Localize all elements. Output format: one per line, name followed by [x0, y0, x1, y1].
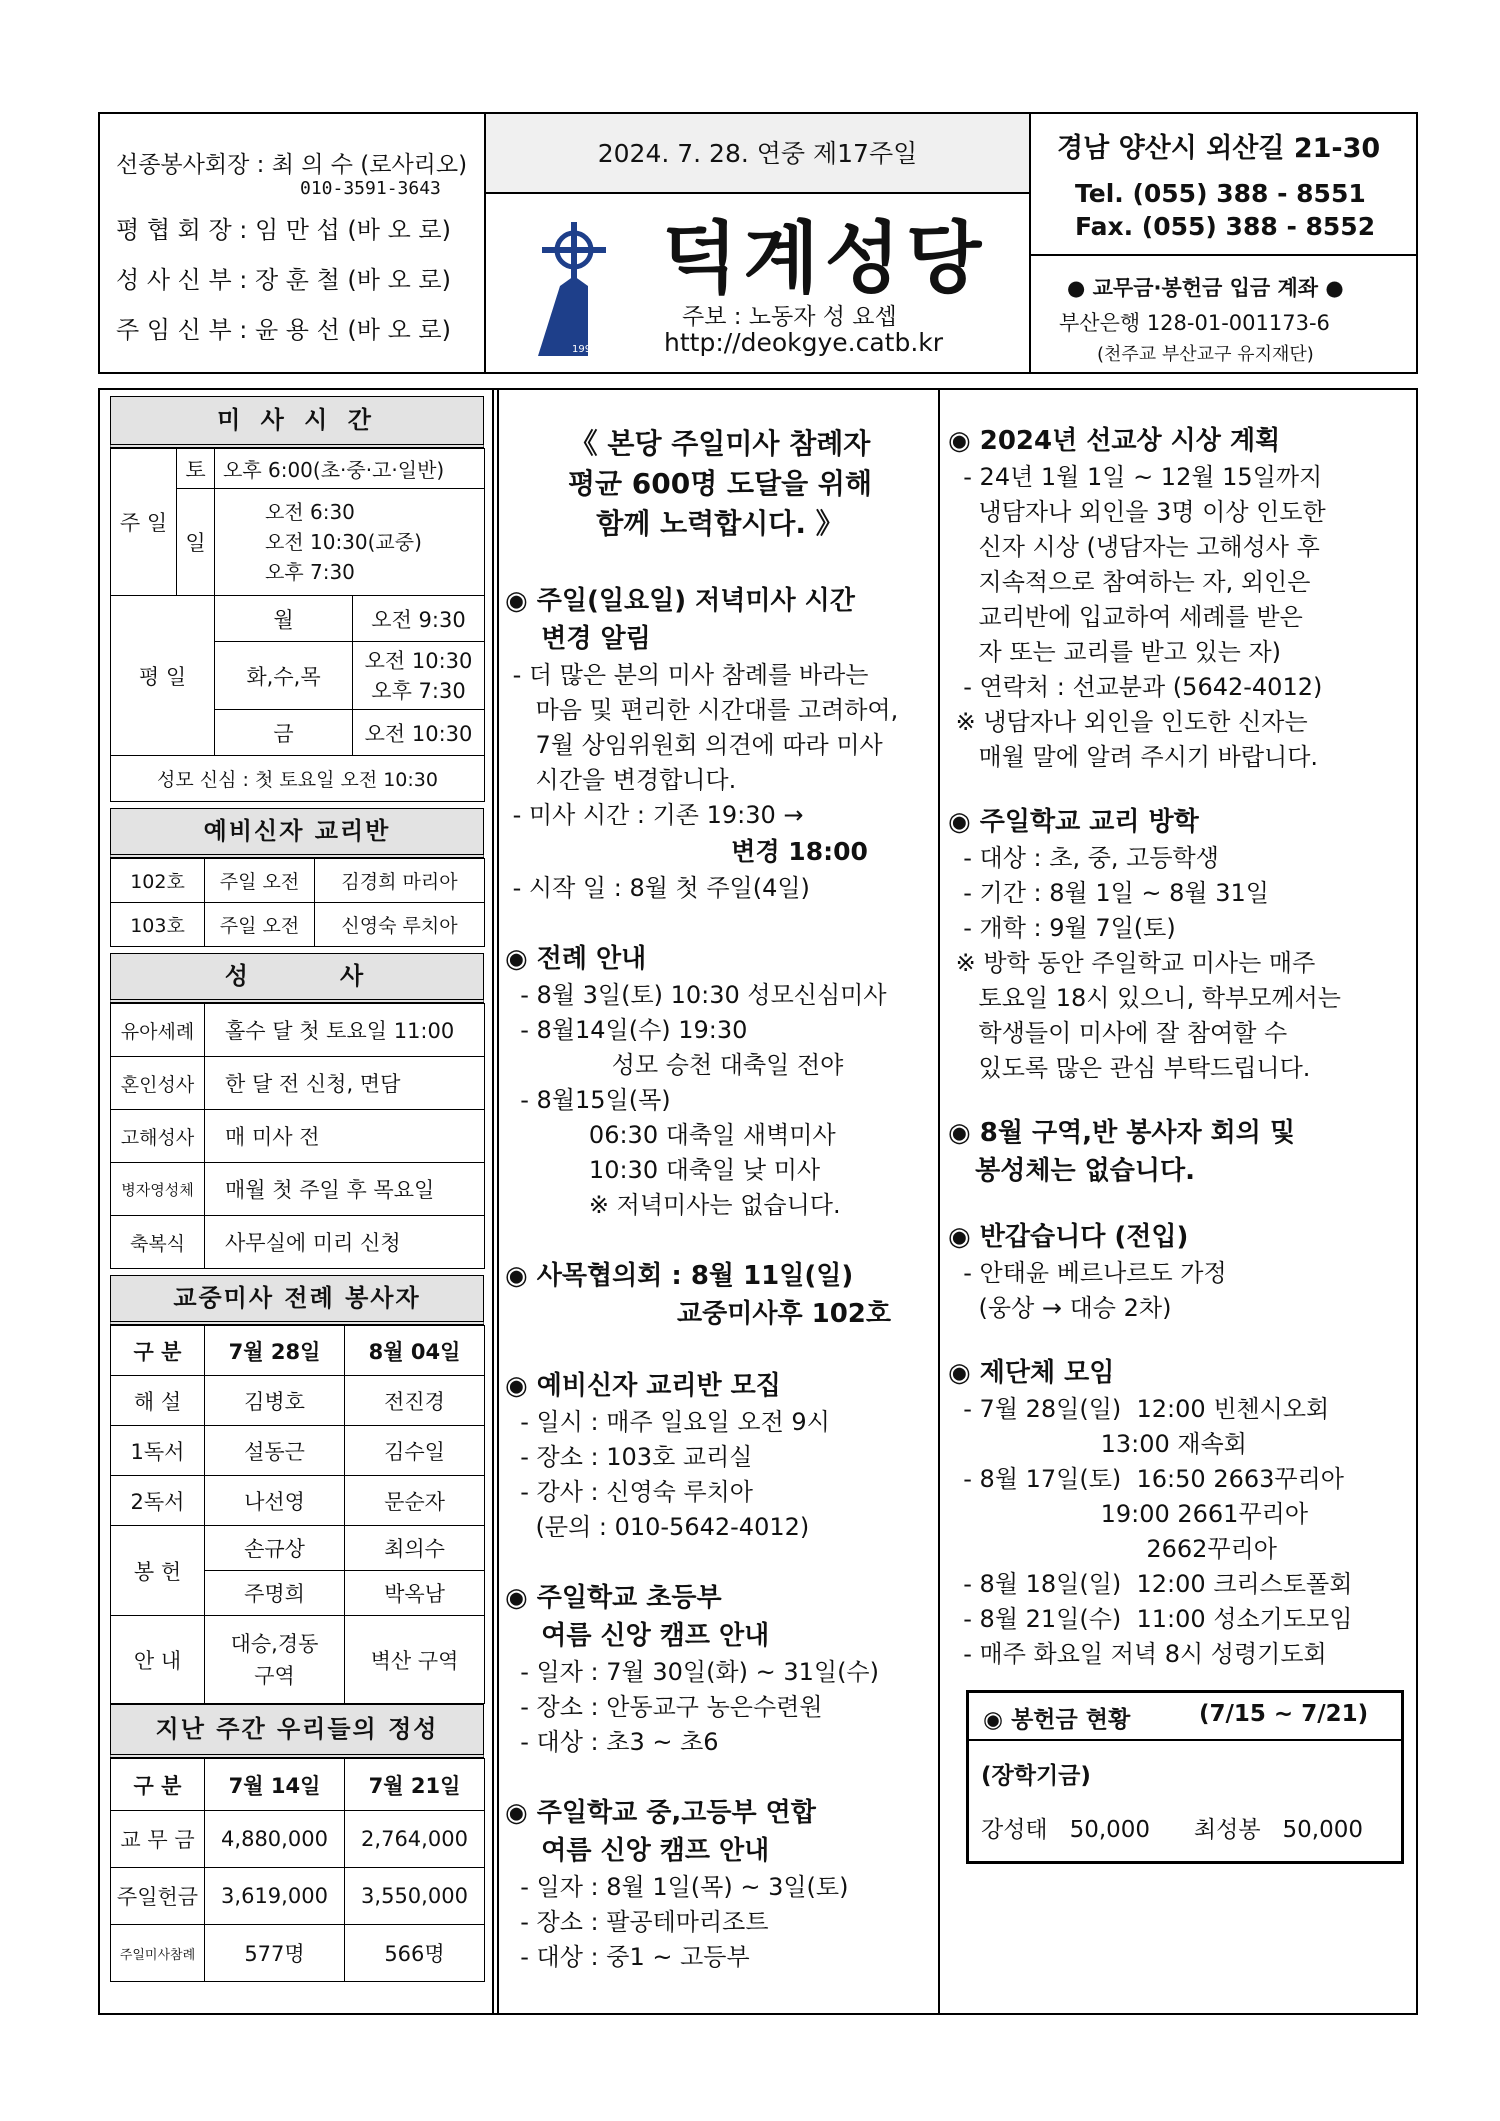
servers-table: [110, 1325, 485, 1704]
notice-line: ※ 냉담자나 외인을 인도한 신자는: [948, 708, 1308, 736]
notice-line: - 8월15일(목): [505, 1086, 671, 1114]
address: 경남 양산시 외산길 21-30: [1057, 133, 1381, 164]
tel: Tel. (055) 388 - 8551: [1075, 179, 1366, 208]
contact-column: [1031, 114, 1416, 372]
sacraments-title: 성 사: [110, 953, 484, 1003]
divider: [969, 1739, 1401, 1741]
parish-name: 덕계성당: [662, 214, 988, 304]
column-divider-left-2: [497, 388, 499, 2015]
notice-heading: ◉ 예비신자 교리반 모집: [505, 1371, 781, 1401]
notice-line: (문의 : 010-5642-4012): [505, 1513, 810, 1541]
staff-line-3: 성 사 신 부 : 장 훈 철 (바 오 로): [116, 266, 451, 294]
saturday-time: 오후 6:00(초·중·고·일반): [215, 449, 485, 489]
notice-heading: ◉ 주일학교 중,고등부 연합: [505, 1798, 816, 1828]
notice-line: - 8월 18일(일) 12:00 크리스토폴회: [948, 1570, 1353, 1598]
notice-line: - 대상 : 초, 중, 고등학생: [948, 844, 1219, 872]
notice-heading: 봉성체는 없습니다.: [948, 1156, 1196, 1186]
notice-line: - 대상 : 중1 ~ 고등부: [505, 1943, 750, 1971]
notice-line: - 8월 17일(토) 16:50 2663꾸리아: [948, 1465, 1344, 1493]
table-row: 1독서 설동근 김수일: [111, 1426, 485, 1476]
table-row: 교 무 금 4,880,000 2,764,000: [111, 1811, 485, 1868]
notice-line: 10:30 대축일 낮 미사: [505, 1156, 821, 1184]
notice-section: [948, 803, 1410, 1086]
offerings-table: [110, 1758, 485, 1982]
notice-line: 19:00 2661꾸리아: [948, 1500, 1309, 1528]
notice-line: ※ 방학 동안 주일학교 미사는 매주: [948, 949, 1316, 977]
notice-line: - 매주 화요일 저녁 8시 성령기도회: [948, 1640, 1327, 1668]
sunday-times: 오전 6:30 오전 10:30(교중) 오후 7:30: [215, 489, 485, 596]
notice-section: [505, 940, 935, 1223]
table-header: 구 분 7월 14일 7월 21일: [111, 1759, 485, 1811]
weekday-tue-thu-time: 오전 10:30 오후 7:30: [353, 642, 485, 710]
staff-column: [100, 114, 486, 372]
account-owner: (천주교 부산교구 유지재단): [1097, 344, 1314, 365]
staff-line-1: 선종봉사회장 : 최 의 수 (로사리오): [116, 152, 468, 178]
notice-heading: 변경 18:00: [505, 837, 868, 866]
notice-section: [505, 1794, 935, 1975]
staff-line-2: 평 협 회 장 : 임 만 섭 (바 오 로): [116, 216, 451, 244]
notice-line: 자 또는 교리를 받고 있는 자): [948, 638, 1282, 666]
notice-line: - 일자 : 8월 1일(목) ~ 3일(토): [505, 1873, 849, 1901]
notice-line: - 8월14일(수) 19:30: [505, 1016, 748, 1044]
sunday-day-label: 일: [177, 489, 215, 596]
table-row: 2독서 나선영 문순자: [111, 1476, 485, 1526]
fax: Fax. (055) 388 - 8552: [1075, 212, 1376, 241]
offerings-title: 지난 주간 우리들의 정성: [110, 1704, 484, 1758]
divider: [1031, 254, 1416, 256]
middle-column: [505, 424, 935, 2009]
notice-line: - 개학 : 9월 7일(토): [948, 914, 1176, 942]
notice-section: [505, 1579, 935, 1760]
issue-date: 2024. 7. 28. 연중 제17주일: [486, 114, 1029, 194]
notice-line: - 일자 : 7월 30일(화) ~ 31일(수): [505, 1658, 879, 1686]
notice-line: 매월 말에 알려 주시기 바랍니다.: [948, 743, 1319, 771]
notice-line: - 연락처 : 선교분과 (5642-4012): [948, 673, 1323, 701]
table-row: 병자영성체 매월 첫 주일 후 목요일: [111, 1163, 485, 1216]
weekday-mon: 월: [215, 596, 353, 642]
donation-category: (장학기금): [981, 1763, 1091, 1789]
account-title: ● 교무금·봉헌금 입금 계좌 ●: [1067, 276, 1344, 300]
left-column: [110, 396, 484, 1982]
catechumen-table: [110, 858, 485, 947]
notice-heading: ◉ 주일학교 교리 방학: [948, 807, 1199, 837]
marian-devotion-note: 성모 신심 : 첫 토요일 오전 10:30: [111, 756, 485, 802]
table-row: 103호 주일 오전 신영숙 루치아: [111, 903, 485, 947]
notice-line: - 대상 : 초3 ~ 초6: [505, 1728, 719, 1756]
right-column: [948, 422, 1410, 1700]
notice-line: 06:30 대축일 새벽미사: [505, 1121, 836, 1149]
notice-line: 교리반에 입교하여 세례를 받은: [948, 603, 1303, 631]
notice-line: 학생들이 미사에 잘 참여할 수: [948, 1019, 1288, 1047]
notice-line: 냉담자나 외인을 3명 이상 인도한: [948, 498, 1326, 526]
donation-title: ◉ 봉헌금 현황: [983, 1707, 1131, 1733]
table-row: 주일미사참례 577명 566명: [111, 1925, 485, 1982]
notice-line: - 8월 21일(수) 11:00 성소기도모임: [948, 1605, 1353, 1633]
notice-heading: ◉ 2024년 선교상 시상 계획: [948, 426, 1281, 456]
donation-donors: 강성태 50,000 최성봉 50,000: [981, 1817, 1363, 1843]
notice-heading: 변경 알림: [505, 624, 651, 654]
notice-line: 마음 및 편리한 시간대를 고려하여,: [505, 696, 899, 724]
notice-line: - 기간 : 8월 1일 ~ 8월 31일: [948, 879, 1269, 907]
weekday-fri-time: 오전 10:30: [353, 710, 485, 756]
title-column: [486, 114, 1031, 372]
table-row: 혼인성사 한 달 전 신청, 면담: [111, 1057, 485, 1110]
servers-title: 교중미사 전례 봉사자: [110, 1275, 484, 1325]
table-row: 주명희 박옥남: [111, 1571, 485, 1616]
mass-times-title: 미 사 시 간: [110, 396, 484, 448]
notice-heading: 교중미사후 102호: [505, 1299, 892, 1329]
table-header: 구 분 7월 28일 8월 04일: [111, 1326, 485, 1376]
table-row: 안 내 대승,경동 구역 벽산 구역: [111, 1616, 485, 1704]
notice-line: - 장소 : 안동교구 농은수련원: [505, 1693, 823, 1721]
catechumen-title: 예비신자 교리반: [110, 808, 484, 858]
notice-line: 지속적으로 참여하는 자, 외인은: [948, 568, 1311, 596]
notice-section: [948, 1218, 1410, 1326]
notice-line: - 시작 일 : 8월 첫 주일(4일): [505, 874, 810, 902]
column-divider-right: [938, 388, 940, 2015]
table-row: 고해성사 매 미사 전: [111, 1110, 485, 1163]
donation-period: (7/15 ~ 7/21): [1199, 1701, 1369, 1727]
notice-section: [505, 582, 935, 906]
column-divider-left: [492, 388, 494, 2015]
attendance-banner: 《 본당 주일미사 참례자 평균 600명 도달을 위해 함께 노력합시다. 》: [567, 427, 873, 540]
notice-line: - 장소 : 103호 교리실: [505, 1443, 753, 1471]
notice-line: - 7월 28일(일) 12:00 빈첸시오회: [948, 1395, 1330, 1423]
notice-line: ※ 저녁미사는 없습니다.: [505, 1191, 841, 1219]
notice-section: [505, 1367, 935, 1545]
notice-line: 성모 승천 대축일 전야: [505, 1051, 844, 1079]
notice-section: [948, 422, 1410, 775]
notice-line: 있도록 많은 관심 부탁드립니다.: [948, 1054, 1311, 1082]
notice-line: 신자 시상 (냉담자는 고해성사 후: [948, 533, 1320, 561]
saturday-label: 토: [177, 449, 215, 489]
notice-heading: ◉ 전례 안내: [505, 944, 647, 974]
donation-box: [966, 1690, 1404, 1864]
weekday-tue-thu: 화,수,목: [215, 642, 353, 710]
notice-line: 토요일 18시 있으니, 학부모께서는: [948, 984, 1341, 1012]
notice-line: - 장소 : 팔공테마리조트: [505, 1908, 769, 1936]
notice-line: 2662꾸리아: [948, 1535, 1277, 1563]
notice-heading: 여름 신앙 캠프 안내: [505, 1836, 770, 1866]
notice-line: - 강사 : 신영숙 루치아: [505, 1478, 753, 1506]
notice-line: - 안태윤 베르나르도 가정: [948, 1259, 1227, 1287]
weekday-label: 평 일: [111, 596, 215, 756]
staff-line-4: 주 임 신 부 : 윤 용 선 (바 오 로): [116, 316, 451, 344]
bulletin-header: [98, 112, 1418, 374]
weekday-mon-time: 오전 9:30: [353, 596, 485, 642]
table-row: 봉 헌 손규상 최의수: [111, 1526, 485, 1571]
notice-heading: ◉ 제단체 모임: [948, 1358, 1115, 1388]
notice-heading: ◉ 사목협의회 : 8월 11일(일): [505, 1261, 854, 1291]
notice-heading: ◉ 주일학교 초등부: [505, 1583, 722, 1613]
sacraments-table: [110, 1003, 485, 1269]
notice-line: (웅상 → 대승 2차): [948, 1294, 1172, 1322]
table-row: 축복식 사무실에 미리 신청: [111, 1216, 485, 1269]
mass-times-table: [110, 448, 485, 802]
table-row: 주일헌금 3,619,000 3,550,000: [111, 1868, 485, 1925]
account-number: 부산은행 128-01-001173-6: [1059, 311, 1330, 335]
table-row: 102호 주일 오전 김경희 마리아: [111, 859, 485, 903]
notice-section: [948, 1114, 1410, 1190]
table-row: 해 설 김병호 전진경: [111, 1376, 485, 1426]
parish-logo-icon: [530, 216, 620, 364]
notice-line: - 8월 3일(토) 10:30 성모신심미사: [505, 981, 887, 1009]
weekday-fri: 금: [215, 710, 353, 756]
notice-heading: ◉ 주일(일요일) 저녁미사 시간: [505, 586, 855, 616]
notice-heading: ◉ 반갑습니다 (전입): [948, 1222, 1189, 1252]
notice-section: [948, 1354, 1410, 1672]
notice-line: 시간을 변경합니다.: [505, 766, 737, 794]
notice-line: - 더 많은 분의 미사 참례를 바라는: [505, 661, 869, 689]
patron-saint: 주보 : 노동자 성 요셉: [682, 304, 897, 330]
notice-heading: ◉ 8월 구역,반 봉사자 회의 및: [948, 1118, 1296, 1148]
notice-line: - 일시 : 매주 일요일 오전 9시: [505, 1408, 830, 1436]
notice-line: - 24년 1월 1일 ~ 12월 15일까지: [948, 463, 1323, 491]
sunday-label: 주 일: [111, 449, 177, 596]
logo-year: 1999: [572, 344, 598, 355]
staff-phone: 010-3591-3643: [300, 178, 441, 199]
notice-section: [505, 1257, 935, 1333]
parish-website[interactable]: http://deokgye.catb.kr: [664, 328, 944, 357]
table-row: 유아세례 홀수 달 첫 토요일 11:00: [111, 1004, 485, 1057]
notice-line: - 미사 시간 : 기존 19:30 →: [505, 801, 804, 829]
notice-line: 13:00 재속회: [948, 1430, 1247, 1458]
notice-line: 7월 상임위원회 의견에 따라 미사: [505, 731, 883, 759]
notice-heading: 여름 신앙 캠프 안내: [505, 1621, 770, 1651]
